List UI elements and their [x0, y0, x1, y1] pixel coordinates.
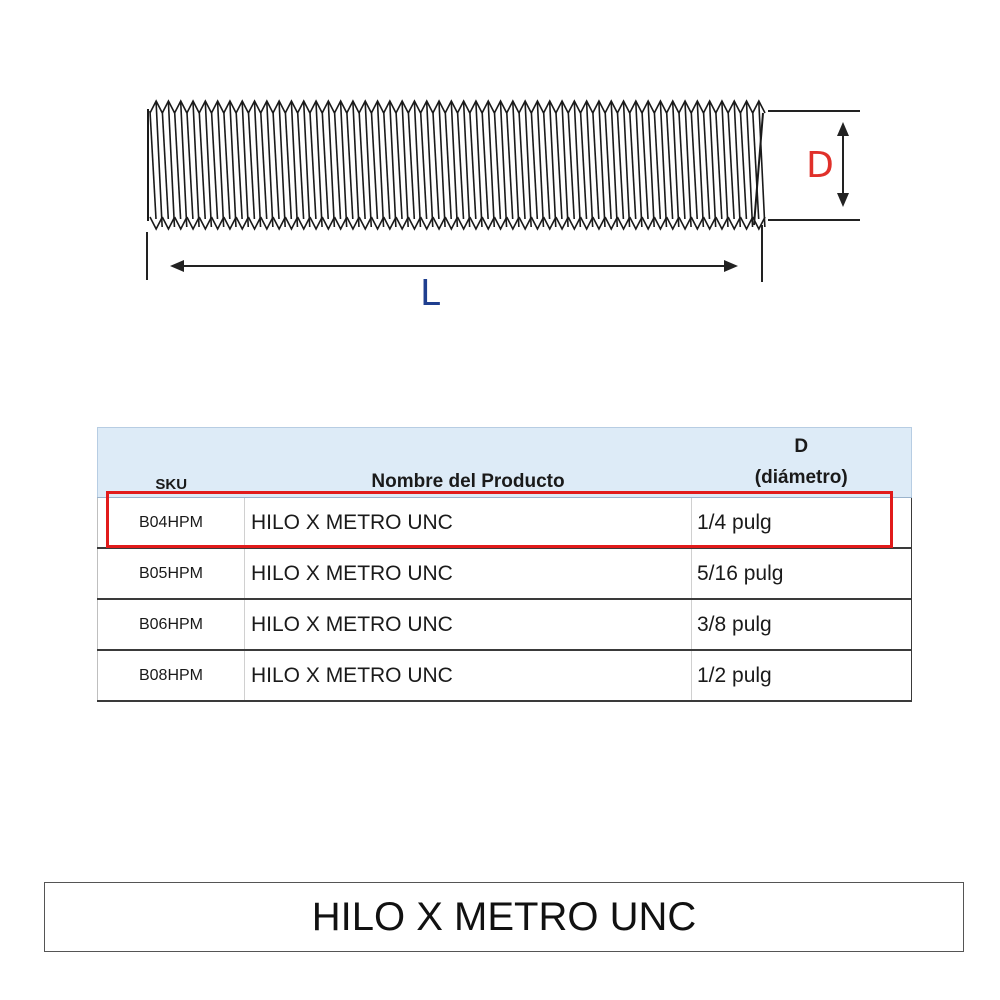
- sku-cell: B08HPM: [98, 650, 245, 701]
- diameter-header-symbol: D: [794, 436, 809, 457]
- diameter-arrow-top: [837, 122, 849, 136]
- product-title-caption: HILO X METRO UNC: [44, 882, 964, 952]
- product-name-cell: HILO X METRO UNC: [245, 599, 692, 650]
- diameter-label: D: [806, 145, 834, 186]
- table-row: [98, 599, 912, 650]
- rod-threads: [148, 101, 765, 229]
- product-name-cell: HILO X METRO UNC: [245, 650, 692, 701]
- diameter-cell: 1/4 pulg: [692, 498, 912, 549]
- threaded-rod-diagram: [0, 0, 1000, 330]
- sku-cell: B06HPM: [98, 599, 245, 650]
- sku-cell: B05HPM: [98, 548, 245, 599]
- product-name-cell: HILO X METRO UNC: [245, 498, 692, 549]
- table-row: [98, 650, 912, 701]
- table-row: [98, 548, 912, 599]
- diameter-cell: 5/16 pulg: [692, 548, 912, 599]
- table-header-row: [98, 428, 912, 498]
- name-column-header: Nombre del Producto: [245, 428, 692, 498]
- diameter-arrow-bottom: [837, 193, 849, 207]
- product-name-cell: HILO X METRO UNC: [245, 548, 692, 599]
- diameter-header-text: (diámetro): [754, 467, 848, 488]
- length-label: L: [419, 273, 441, 314]
- diameter-cell: 3/8 pulg: [692, 599, 912, 650]
- product-spec-table: [97, 427, 912, 702]
- diameter-column-header: [692, 428, 912, 498]
- sku-cell: B04HPM: [98, 498, 245, 549]
- length-arrow-left: [170, 260, 184, 272]
- diameter-cell: 1/2 pulg: [692, 650, 912, 701]
- sku-column-header: SKU: [98, 428, 245, 498]
- length-arrow-right: [724, 260, 738, 272]
- table-row: [98, 498, 912, 549]
